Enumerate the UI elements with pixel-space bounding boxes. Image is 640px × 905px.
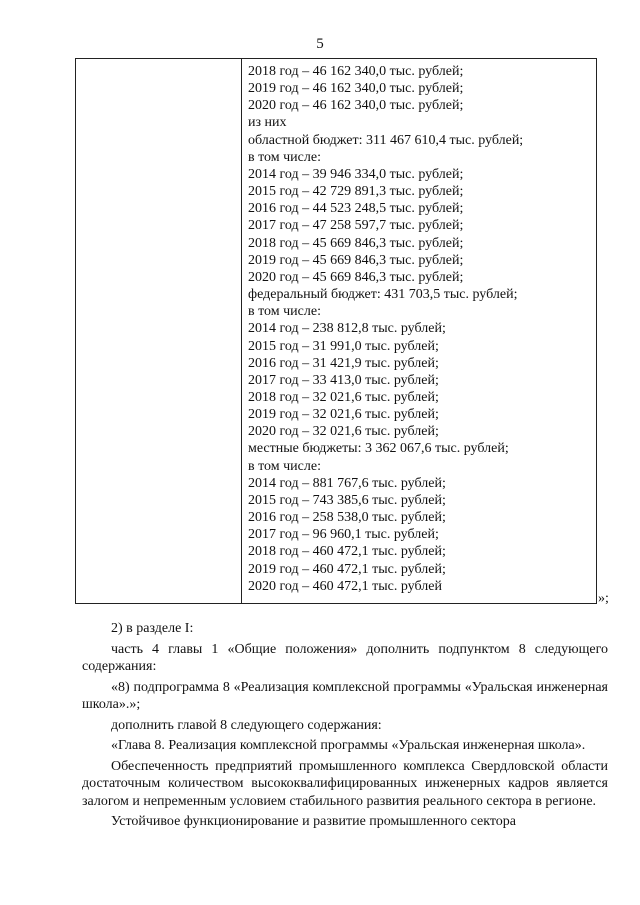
paragraph: 2) в разделе I: [111, 621, 194, 636]
budget-table [75, 58, 597, 604]
budget-line: 2018 год – 460 472,1 тыс. рублей; [248, 544, 446, 560]
budget-line: 2017 год – 47 258 597,7 тыс. рублей; [248, 218, 464, 234]
paragraph: дополнить главой 8 следующего содержания: [111, 717, 382, 733]
budget-line: 2018 год – 46 162 340,0 тыс. рублей; [248, 64, 464, 79]
page-number: 5 [316, 36, 324, 52]
paragraph: часть 4 главы 1 «Общие положения» дополнить подпунктом 8 следующего содержания: [82, 641, 608, 674]
budget-lines-cell [248, 63, 592, 595]
paragraph: «Глава 8. Реализация комплексной программы «Уральская инженерная школа». [111, 738, 586, 753]
budget-line: в том числе: [248, 458, 321, 474]
budget-line: в том числе: [248, 149, 321, 165]
paragraph: «8) подпрограмма 8 «Реализация комплексной программы «Уральская инженерная школа».»; [82, 679, 608, 712]
budget-line: 2020 год – 45 669 846,3 тыс. рублей; [248, 269, 464, 285]
paragraph: Устойчивое функционирование и развитие промышленного сектора [111, 814, 517, 829]
budget-line: федеральный бюджет: 431 703,5 тыс. рублей; [248, 287, 518, 303]
document-body [82, 620, 608, 834]
budget-line: местные бюджеты: 3 362 067,6 тыс. рублей; [248, 441, 509, 457]
table-column-divider [241, 59, 242, 603]
budget-line: 2019 год – 46 162 340,0 тыс. рублей; [248, 81, 464, 97]
budget-line: 2017 год – 96 960,1 тыс. рублей; [248, 527, 439, 543]
budget-line: 2020 год – 460 472,1 тыс. рублей [248, 578, 442, 594]
budget-line: 2019 год – 460 472,1 тыс. рублей; [248, 561, 446, 577]
budget-line: в том числе: [248, 304, 321, 320]
budget-line: областной бюджет: 311 467 610,4 тыс. рублей; [248, 132, 524, 148]
budget-line: 2015 год – 42 729 891,3 тыс. рублей; [248, 184, 464, 200]
budget-line: 2015 год – 743 385,6 тыс. рублей; [248, 492, 446, 508]
budget-line: 2018 год – 32 021,6 тыс. рублей; [248, 389, 439, 405]
budget-line: 2020 год – 46 162 340,0 тыс. рублей; [248, 98, 464, 114]
budget-line: 2019 год – 32 021,6 тыс. рублей; [248, 407, 439, 423]
budget-line: 2014 год – 238 812,8 тыс. рублей; [248, 321, 446, 337]
budget-line: 2014 год – 881 767,6 тыс. рублей; [248, 475, 446, 491]
budget-line: 2016 год – 44 523 248,5 тыс. рублей; [248, 201, 464, 217]
table-closing-quote: »; [598, 591, 609, 606]
budget-line: 2018 год – 45 669 846,3 тыс. рублей; [248, 235, 464, 251]
budget-line: 2020 год – 32 021,6 тыс. рублей; [248, 424, 439, 440]
budget-line: 2019 год – 45 669 846,3 тыс. рублей; [248, 252, 464, 268]
budget-line: 2016 год – 258 538,0 тыс. рублей; [248, 510, 446, 526]
paragraph: Обеспеченность предприятий промышленного комплекса Свердловской области достаточным количеством высококвалифицированных инженерных кадров является залогом и непременным условием стабильного развития реального сектора в регионе. [82, 758, 608, 809]
budget-line: 2016 год – 31 421,9 тыс. рублей; [248, 355, 439, 371]
budget-line: 2015 год – 31 991,0 тыс. рублей; [248, 338, 439, 354]
budget-line: 2014 год – 39 946 334,0 тыс. рублей; [248, 166, 464, 182]
budget-line: 2017 год – 33 413,0 тыс. рублей; [248, 372, 439, 388]
budget-line: из них [248, 115, 287, 131]
